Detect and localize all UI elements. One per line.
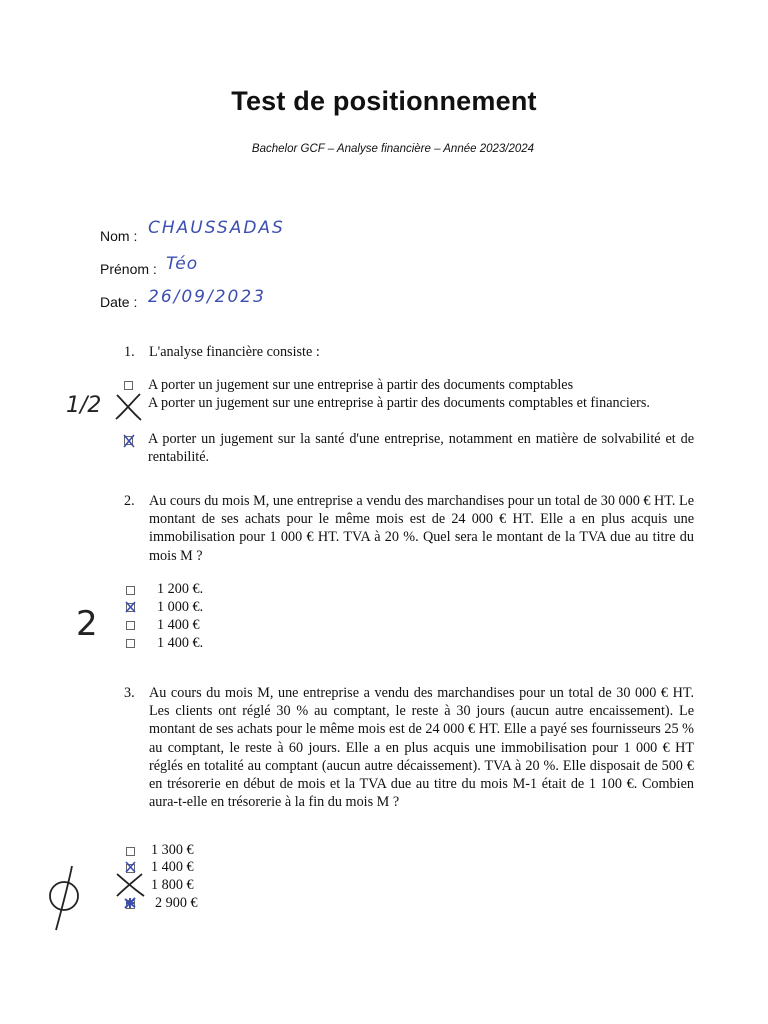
page-title: Test de positionnement [231, 86, 537, 116]
q3-grade-empty-set-mark [44, 862, 84, 934]
question-number: 1. [124, 344, 135, 360]
q2-option-2: 1 000 €. [157, 599, 204, 615]
date-label: Date : [100, 294, 138, 310]
q2-option-4-checkbox[interactable] [126, 639, 135, 648]
question-number: 2. [124, 493, 135, 509]
page-subtitle: Bachelor GCF – Analyse financière – Année 2023/2024 [251, 143, 535, 155]
question-1 [124, 343, 694, 361]
q1-grade: 1/2 [66, 393, 102, 418]
prenom-label: Prénom : [100, 261, 157, 277]
q2-option-1: 1 200 €. [157, 581, 204, 597]
q3-option-3-cross-mark [114, 872, 146, 898]
q3-option-1: 1 300 € [151, 842, 194, 858]
q2-option-3-checkbox[interactable] [126, 621, 135, 630]
q3-option-4-scribble-mark [123, 896, 137, 910]
question-text: Au cours du mois M, une entreprise a vendu des marchandises pour un total de 30 000 € HT. Le montant de ses achats pour le même mois est de 24 000 € HT. Elle a en plus acquis une immobilisation pour 1 000 € HT. TVA à 20 %. Quel sera le montant de la TVA due au titre du mois M ? [149, 493, 694, 564]
q3-option-3: 1 800 € [151, 877, 194, 893]
q1-option-3: A porter un jugement sur la santé d'une entreprise, notamment en matière de solvabilité et de rentabilité. [148, 431, 694, 465]
q1-option-1-checkbox[interactable] [124, 381, 133, 390]
question-3 [124, 684, 694, 811]
q2-option-2-check-mark [124, 600, 137, 614]
q1-option-3-check-mark [122, 433, 136, 449]
prenom-handwritten-value: Téo [166, 254, 199, 274]
question-text: L'analyse financière consiste : [149, 344, 320, 360]
nom-label: Nom : [100, 228, 138, 244]
q1-option-1: A porter un jugement sur une entreprise à partir des documents comptables [148, 377, 574, 393]
nom-handwritten-value: CHAUSSADAS [148, 218, 285, 238]
q2-option-1-checkbox[interactable] [126, 586, 135, 595]
q2-option-3: 1 400 € [157, 617, 200, 633]
q1-option-2: A porter un jugement sur une entreprise à partir des documents comptables et financiers. [148, 395, 650, 411]
q3-option-4: 2 900 € [155, 895, 198, 911]
date-handwritten-value: 26/09/2023 [148, 287, 266, 307]
question-2 [124, 492, 694, 565]
q2-grade: 2 [76, 604, 98, 644]
question-text: Au cours du mois M, une entreprise a vendu des marchandises pour un total de 30 000 € HT. Les clients ont réglé 30 % au comptant, le reste à 30 jours (aucun autre encaissement). Le montant de ses achats pour le même mois est de 24 000 € HT. Elle a payé ses fournisseurs 25 % au comptant, le reste à 60 jours. Elle a en plus acquis une immobilisation pour 1 000 € HT réglés en totalité au comptant (aucun autre décaissement). TVA à 20 %. Elle disposait de 500 € en trésorerie en début de mois et la TVA due au titre du mois M-1 était de 1 100 €. Combien aura-t-elle en trésorerie à la fin du mois M ? [149, 685, 694, 811]
question-number: 3. [124, 685, 135, 701]
q1-option-2-cross-mark [114, 392, 144, 422]
q2-option-4: 1 400 €. [157, 635, 204, 651]
q3-option-1-checkbox[interactable] [126, 847, 135, 856]
q3-option-2: 1 400 € [151, 859, 194, 875]
